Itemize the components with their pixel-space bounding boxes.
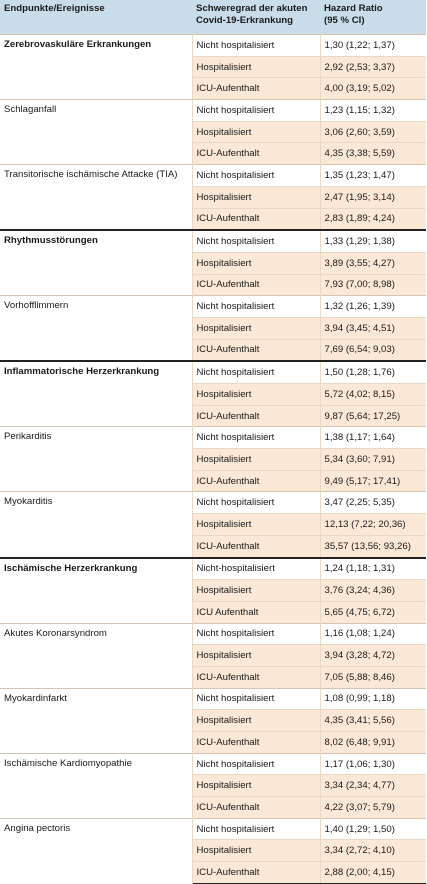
hazard-ratio-cell: 1,35 (1,23; 1,47) (320, 165, 426, 187)
hazard-ratio-cell: 1,38 (1,17; 1,64) (320, 427, 426, 449)
severity-cell: ICU-Aufenthalt (192, 797, 320, 819)
endpoint-label: Myokardinfarkt (0, 688, 192, 753)
hazard-ratio-cell: 3,94 (3,28; 4,72) (320, 645, 426, 667)
hazard-ratio-cell: 1,50 (1,28; 1,76) (320, 361, 426, 383)
severity-cell: Hospitalisiert (192, 449, 320, 471)
severity-cell: Nicht hospitalisiert (192, 623, 320, 645)
hazard-ratio-cell: 1,24 (1,18; 1,31) (320, 558, 426, 580)
severity-cell: Nicht hospitalisiert (192, 296, 320, 318)
severity-cell: ICU-Aufenthalt (192, 143, 320, 165)
header-severity: Schweregrad der akuten Covid-19-Erkrankung (192, 0, 320, 35)
severity-cell: Hospitalisiert (192, 317, 320, 339)
endpoint-label: Angina pectoris (0, 818, 192, 883)
hazard-ratio-cell: 1,23 (1,15; 1,32) (320, 100, 426, 122)
severity-cell: Hospitalisiert (192, 252, 320, 274)
table-row (0, 818, 426, 840)
severity-cell: Nicht hospitalisiert (192, 165, 320, 187)
table-row (0, 35, 426, 57)
severity-cell: ICU-Aufenthalt (192, 339, 320, 361)
hazard-ratio-cell: 35,57 (13,56; 93,26) (320, 535, 426, 557)
severity-cell: Nicht-hospitalisiert (192, 558, 320, 580)
endpoint-label: Schlaganfall (0, 100, 192, 165)
severity-cell: Nicht hospitalisiert (192, 818, 320, 840)
header-endpoints: Endpunkte/Ereignisse (0, 0, 192, 35)
endpoint-label: Perikarditis (0, 427, 192, 492)
hazard-ratio-cell: 1,17 (1,06; 1,30) (320, 753, 426, 775)
table-row (0, 688, 426, 710)
endpoint-label: Inflammatorische Herzerkrankung (0, 361, 192, 427)
severity-cell: Nicht hospitalisiert (192, 230, 320, 252)
severity-cell: Hospitalisiert (192, 384, 320, 406)
severity-cell: Hospitalisiert (192, 645, 320, 667)
hazard-ratio-cell: 9,87 (5,64; 17,25) (320, 405, 426, 427)
endpoint-label: Zerebrovaskuläre Erkrankungen (0, 35, 192, 100)
severity-cell: Nicht hospitalisiert (192, 492, 320, 514)
hazard-ratio-cell: 2,83 (1,89; 4,24) (320, 208, 426, 230)
severity-cell: Hospitalisiert (192, 121, 320, 143)
severity-cell: ICU-Aufenthalt (192, 666, 320, 688)
severity-cell: Hospitalisiert (192, 580, 320, 602)
hazard-ratio-cell: 12,13 (7,22; 20,36) (320, 514, 426, 536)
severity-cell: Nicht hospitalisiert (192, 753, 320, 775)
table-row (0, 361, 426, 383)
severity-cell: ICU-Aufenthalt (192, 78, 320, 100)
hazard-ratio-cell: 4,22 (3,07; 5,79) (320, 797, 426, 819)
header-hazard-ratio: Hazard Ratio (95 % CI) (320, 0, 426, 35)
hazard-ratio-cell: 1,30 (1,22; 1,37) (320, 35, 426, 57)
hazard-ratio-cell: 4,00 (3,19; 5,02) (320, 78, 426, 100)
hazard-ratio-cell: 4,35 (3,41; 5,56) (320, 710, 426, 732)
hazard-ratio-cell: 7,93 (7,00; 8,98) (320, 274, 426, 296)
hazard-ratio-cell: 9,49 (5,17; 17,41) (320, 470, 426, 492)
severity-cell: Hospitalisiert (192, 56, 320, 78)
severity-cell: ICU-Aufenthalt (192, 405, 320, 427)
table-row (0, 165, 426, 187)
severity-cell: Hospitalisiert (192, 840, 320, 862)
hazard-ratio-cell: 3,06 (2,60; 3,59) (320, 121, 426, 143)
hazard-ratio-cell: 1,16 (1,08; 1,24) (320, 623, 426, 645)
severity-cell: Nicht hospitalisiert (192, 100, 320, 122)
hazard-ratio-cell: 3,34 (2,34; 4,77) (320, 775, 426, 797)
severity-cell: Hospitalisiert (192, 514, 320, 536)
endpoint-label: Vorhofflimmern (0, 296, 192, 362)
table-header-row (0, 0, 426, 35)
hazard-ratio-cell: 1,40 (1,29; 1,50) (320, 818, 426, 840)
hazard-ratio-cell: 5,72 (4,02; 8,15) (320, 384, 426, 406)
table-row (0, 230, 426, 252)
severity-cell: Nicht hospitalisiert (192, 427, 320, 449)
hazard-ratio-cell: 1,08 (0,99; 1,18) (320, 688, 426, 710)
severity-cell: ICU Aufenthalt (192, 601, 320, 623)
hazard-ratio-cell: 3,34 (2,72; 4,10) (320, 840, 426, 862)
severity-cell: Hospitalisiert (192, 186, 320, 208)
table-row (0, 623, 426, 645)
hazard-ratio-cell: 1,33 (1,29; 1,38) (320, 230, 426, 252)
severity-cell: ICU-Aufenthalt (192, 732, 320, 754)
endpoint-label: Akutes Koronarsyndrom (0, 623, 192, 688)
severity-cell: ICU-Aufenthalt (192, 274, 320, 296)
severity-cell: Hospitalisiert (192, 775, 320, 797)
hazard-ratio-cell: 4,35 (3,38; 5,59) (320, 143, 426, 165)
table-row (0, 753, 426, 775)
severity-cell: ICU-Aufenthalt (192, 470, 320, 492)
hazard-ratio-cell: 3,89 (3,55; 4,27) (320, 252, 426, 274)
hazard-ratio-cell: 2,92 (2,53; 3,37) (320, 56, 426, 78)
severity-cell: Nicht hospitalisiert (192, 688, 320, 710)
endpoint-label: Myokarditis (0, 492, 192, 558)
hazard-ratio-cell: 7,05 (5,88; 8,46) (320, 666, 426, 688)
hazard-ratio-cell: 5,34 (3,60; 7,91) (320, 449, 426, 471)
severity-cell: ICU-Aufenthalt (192, 862, 320, 884)
hazard-ratio-cell: 8,02 (6,48; 9,91) (320, 732, 426, 754)
hazard-ratio-cell: 3,76 (3,24; 4,36) (320, 580, 426, 602)
table-row (0, 492, 426, 514)
table-row (0, 100, 426, 122)
severity-cell: Nicht hospitalisiert (192, 361, 320, 383)
hazard-ratio-cell: 7,69 (6,54; 9,03) (320, 339, 426, 361)
hazard-ratio-cell: 2,47 (1,95; 3,14) (320, 186, 426, 208)
hazard-ratio-cell: 2,88 (2,00; 4,15) (320, 862, 426, 884)
hazard-ratio-cell: 1,32 (1,26; 1,39) (320, 296, 426, 318)
hazard-ratio-cell: 3,94 (3,45; 4,51) (320, 317, 426, 339)
severity-cell: Nicht hospitalisiert (192, 35, 320, 57)
hazard-ratio-cell: 5,65 (4,75; 6,72) (320, 601, 426, 623)
severity-cell: ICU-Aufenthalt (192, 535, 320, 557)
endpoint-label: Ischämische Herzerkrankung (0, 558, 192, 624)
endpoint-label: Transitorische ischämische Attacke (TIA) (0, 165, 192, 231)
severity-cell: Hospitalisiert (192, 710, 320, 732)
table-row (0, 296, 426, 318)
severity-cell: ICU-Aufenthalt (192, 208, 320, 230)
hazard-ratio-cell: 3,47 (2,25; 5,35) (320, 492, 426, 514)
table-row (0, 427, 426, 449)
endpoint-label: Ischämische Kardiomyopathie (0, 753, 192, 818)
table-body (0, 35, 426, 884)
table-row (0, 558, 426, 580)
endpoint-label: Rhythmusstörungen (0, 230, 192, 296)
